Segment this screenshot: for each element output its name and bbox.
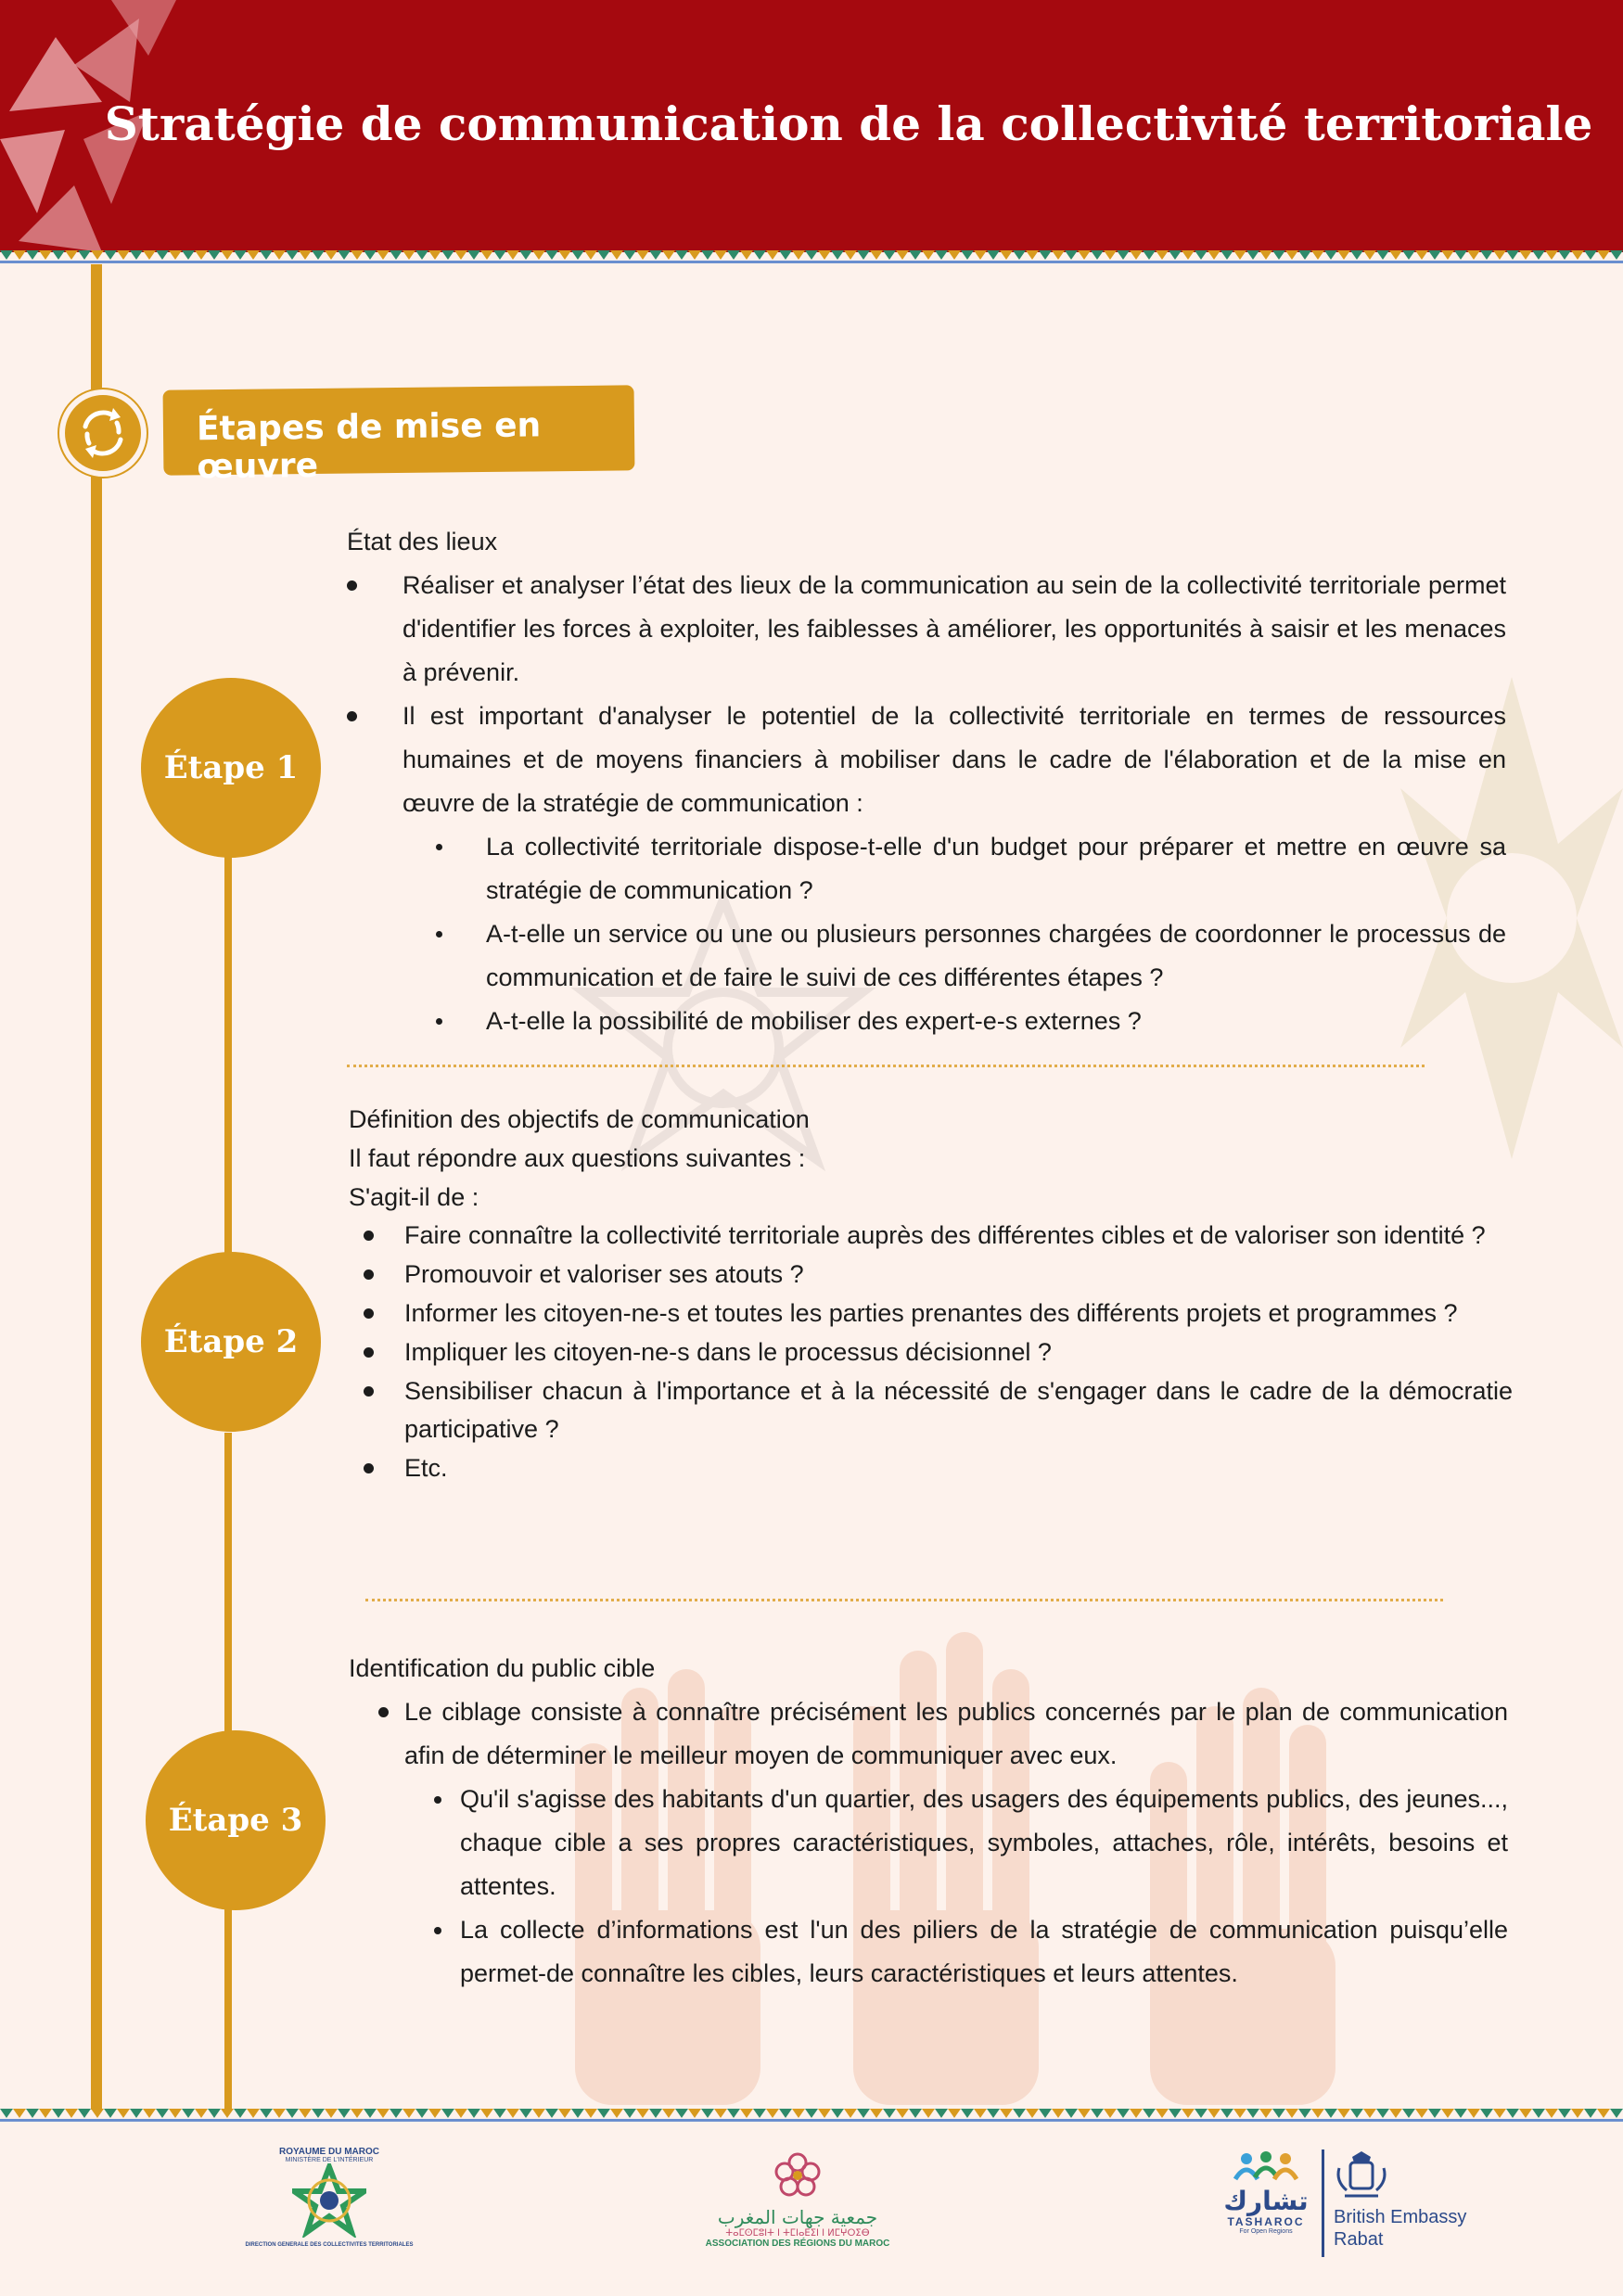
logo-association-regions <box>700 2149 895 2249</box>
timeline-line <box>91 264 102 2110</box>
logo-embassy-line1: British Embassy <box>1334 2207 1467 2227</box>
step-2-badge: Étape 2 <box>141 1252 321 1432</box>
list-item: Faire connaître la collectivité territoriale auprès des différentes cibles et de valoriser son identité ? <box>349 1217 1513 1256</box>
cycle-arrows-icon <box>59 389 147 477</box>
list-item: Informer les citoyen-ne-s et toutes les parties prenantes des différents projets et programmes ? <box>349 1295 1513 1333</box>
logo-separator <box>1322 2149 1324 2257</box>
page-header <box>0 0 1623 252</box>
logo-association-bottom: ASSOCIATION DES RÉGIONS DU MAROC <box>705 2239 890 2249</box>
logo-ministry-interior <box>236 2147 422 2248</box>
logo-british-embassy <box>1334 2149 1473 2251</box>
step-2-heading: Définition des objectifs de communication <box>349 1105 810 1133</box>
logo-tasharoc-latin: TASHAROC <box>1227 2215 1305 2228</box>
step-2-content <box>349 1101 1513 1488</box>
people-icon <box>1233 2151 1298 2183</box>
flower-emblem-icon <box>772 2149 824 2201</box>
logo-ministry-sub: MINISTÈRE DE L'INTÉRIEUR <box>285 2157 374 2163</box>
step-1-heading: État des lieux <box>347 528 498 555</box>
list-item: Il est important d'analyser le potentiel de la collectivité territoriale en termes de ressources humaines et de moyens financiers à mobiliser dans le cadre de l'élaboration et de la mise en œuvre de la stratégie de communication : <box>347 695 1506 825</box>
royal-crest-icon <box>1334 2149 1389 2201</box>
logo-embassy-line2: Rabat <box>1334 2229 1384 2250</box>
logo-tasharoc-tag: For Open Regions <box>1239 2228 1293 2235</box>
list-item: Réaliser et analyser l’état des lieux de la communication au sein de la collectivité territoriale permet d'identifier les forces à exploiter, les faiblesses à améliorer, les opportunités à saisir et les menaces à prévenir. <box>347 564 1506 695</box>
step-3-badge: Étape 3 <box>146 1730 326 1910</box>
list-item: La collectivité territoriale dispose-t-elle d'un budget pour préparer et mettre en œuvre sa stratégie de communication ? <box>347 825 1506 912</box>
section-title-tab <box>163 385 635 487</box>
section-title: Étapes de mise en œuvre <box>196 406 542 487</box>
logo-association-arabic: جمعية جهات المغرب <box>717 2206 878 2228</box>
star-emblem-icon <box>292 2163 366 2238</box>
step-3-list <box>349 1690 1508 1996</box>
decorative-border-bottom <box>0 2109 1623 2122</box>
list-item: Etc. <box>349 1449 1513 1488</box>
decorative-border-top <box>0 250 1623 263</box>
logo-association-tifinagh: ⵜⴰⵎⵙⵎⵓⵏⵜ ⵏ ⵜⵎⵏⴰⴹⵉⵏ ⵏ ⵍⵎⵖⵔⵉⴱ <box>725 2228 870 2239</box>
step-2-intro: Il faut répondre aux questions suivantes : <box>349 1143 806 1172</box>
list-item: Promouvoir et valoriser ses atouts ? <box>349 1256 1513 1295</box>
step-3-content <box>349 1647 1508 1996</box>
list-item: Le ciblage consiste à connaître précisément les publics concernés par le plan de communication afin de déterminer le meilleur moyen de communiquer avec eux. <box>349 1690 1508 1778</box>
list-item: Impliquer les citoyen-ne-s dans le processus décisionnel ? <box>349 1333 1513 1372</box>
step-1-content <box>347 520 1506 1043</box>
list-item: La collecte d’informations est l'un des piliers de la stratégie de communication puisqu’elle permet-de connaître les cibles, leurs caractéristiques et leurs attentes. <box>349 1908 1508 1996</box>
logo-tasharoc <box>1215 2151 1317 2235</box>
step-connector <box>224 1433 232 1734</box>
step-1-badge: Étape 1 <box>141 678 321 858</box>
step-connector <box>224 853 232 1261</box>
step-2-list <box>349 1217 1513 1488</box>
logo-ministry-bottom: DIRECTION GENERALE DES COLLECTIVITES TERRITORIALES <box>245 2242 414 2248</box>
logo-ministry-top: ROYAUME DU MAROC <box>279 2147 379 2157</box>
list-item: Sensibiliser chacun à l'importance et à la nécessité de s'engager dans le cadre de la démocratie participative ? <box>349 1372 1513 1450</box>
step-3-heading: Identification du public cible <box>349 1654 656 1682</box>
step-1-list <box>347 564 1506 1043</box>
page-title: Stratégie de communication de la collectivité territoriale <box>104 96 1593 151</box>
step-2-intro-2: S'agit-il de : <box>349 1182 479 1211</box>
list-item: Qu'il s'agisse des habitants d'un quartier, des usagers des équipements publics, des jeunes..., chaque cible a ses propres caractéristiques, symboles, attaches, rôle, intérêts, besoins et attentes. <box>349 1778 1508 1908</box>
step-connector <box>224 1906 232 2110</box>
list-item: A-t-elle la possibilité de mobiliser des expert-e-s externes ? <box>347 1000 1506 1043</box>
step-divider <box>347 1065 1425 1067</box>
list-item: A-t-elle un service ou une ou plusieurs personnes chargées de coordonner le processus de communication et de faire le suivi de ces différentes étapes ? <box>347 912 1506 1000</box>
step-divider <box>365 1599 1443 1601</box>
logo-tasharoc-arabic: تشارك <box>1223 2186 1309 2216</box>
